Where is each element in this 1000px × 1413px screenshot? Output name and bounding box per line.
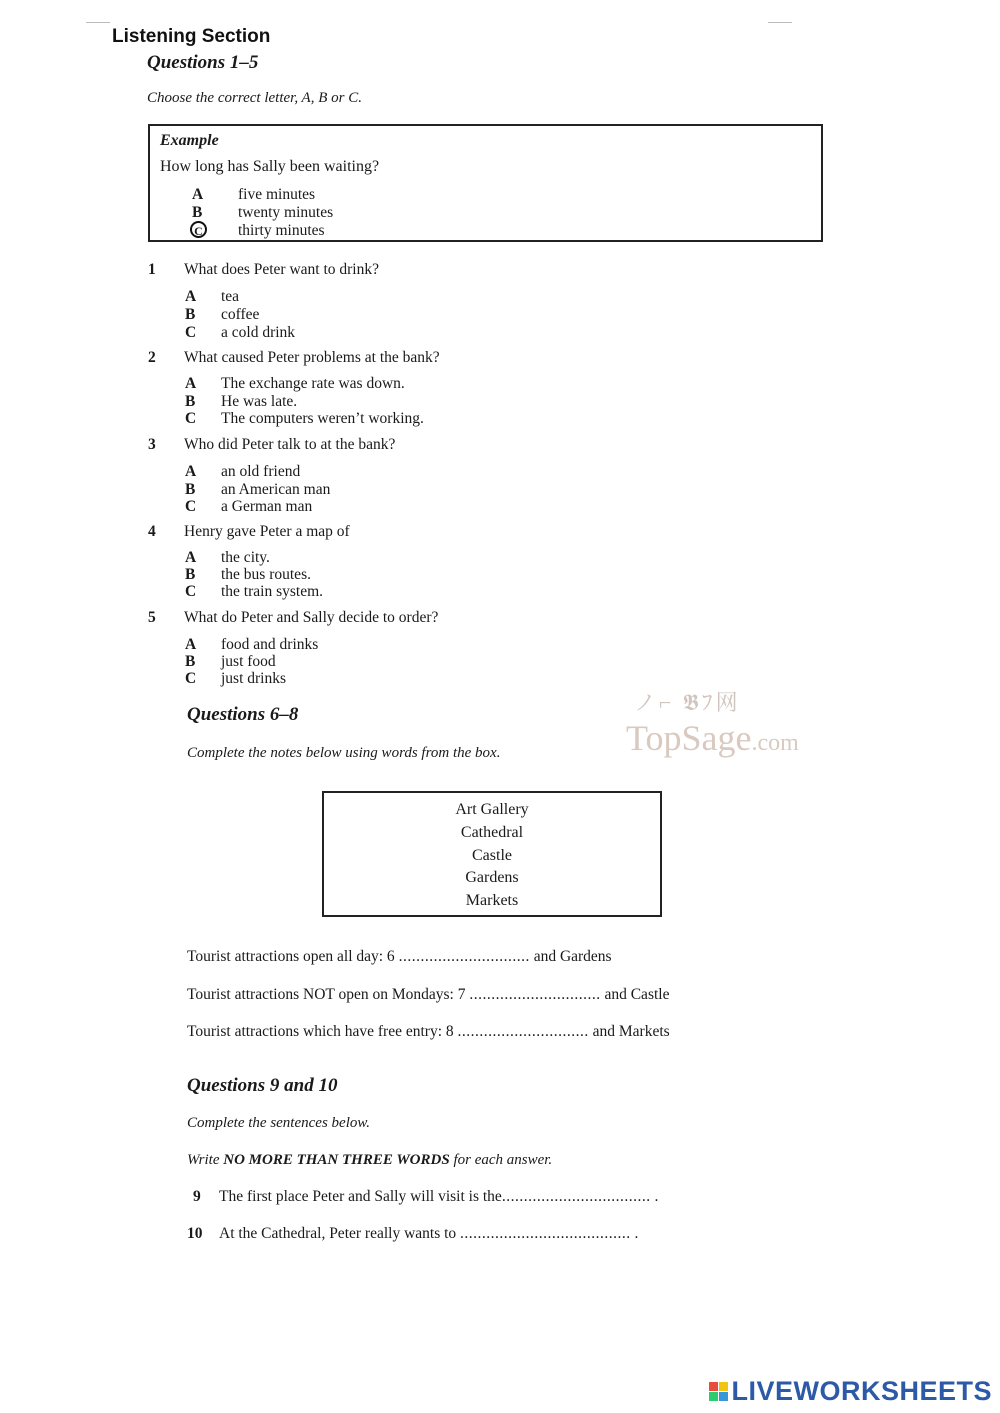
example-option-a: A five minutes xyxy=(192,186,316,203)
box-word: Castle xyxy=(472,846,512,864)
option-row[interactable]: A the city. xyxy=(185,549,270,566)
question-text: What do Peter and Sally decide to order? xyxy=(184,609,439,626)
option-row[interactable]: A The exchange rate was down. xyxy=(185,375,405,392)
questions-6-8-heading: Questions 6–8 xyxy=(187,704,299,725)
questions-9-10-heading: Questions 9 and 10 xyxy=(187,1075,338,1096)
example-box xyxy=(148,124,823,242)
answer-blank-9[interactable]: .................................. xyxy=(501,1188,651,1205)
circled-answer-icon: C xyxy=(190,221,207,238)
option-row[interactable]: B an American man xyxy=(185,481,331,498)
watermark-glyphs: ノ⌐ 𝕭ﾌ网 xyxy=(634,690,741,715)
topsage-watermark xyxy=(626,686,799,759)
question-text: What caused Peter problems at the bank? xyxy=(184,349,440,366)
word-limit-instruction: Write NO MORE THAN THREE WORDS for each answer. xyxy=(187,1152,553,1168)
option-row[interactable]: B coffee xyxy=(185,306,260,323)
brand-name: LIVEWORKSHEETS xyxy=(731,1376,992,1406)
watermark-domain: .com xyxy=(751,730,799,756)
example-label: Example xyxy=(160,132,219,149)
question-text: Henry gave Peter a map of xyxy=(184,523,350,540)
example-option-c: C thirty minutes xyxy=(190,221,325,240)
questions-1-5-instruction: Choose the correct letter, A, B or C. xyxy=(147,90,362,106)
note-line-6: Tourist attractions open all day: 6 .............................. and Gardens xyxy=(187,948,612,965)
question-text: What does Peter want to drink? xyxy=(184,261,379,278)
option-row[interactable]: C The computers weren’t working. xyxy=(185,410,424,427)
questions-1-5-heading: Questions 1–5 xyxy=(147,52,259,73)
box-word: Art Gallery xyxy=(455,801,529,818)
answer-blank-7[interactable]: .............................. xyxy=(469,986,601,1003)
example-question: How long has Sally been waiting? xyxy=(160,158,380,175)
option-row[interactable]: C just drinks xyxy=(185,670,287,687)
box-word: Cathedral xyxy=(460,823,524,841)
option-row[interactable]: B He was late. xyxy=(185,393,298,410)
questions-9-10-instruction: Complete the sentences below. xyxy=(187,1115,371,1131)
option-row[interactable]: A tea xyxy=(185,288,240,305)
liveworksheets-brand xyxy=(709,1376,992,1407)
answer-blank-8[interactable]: .............................. xyxy=(457,1023,589,1040)
sentence-10: 10 At the Cathedral, Peter really wants to ....................................... . xyxy=(187,1225,639,1242)
liveworksheets-logo-icon xyxy=(709,1382,728,1401)
sentence-9: 9 The first place Peter and Sally will visit is the.................................. . xyxy=(193,1188,659,1205)
example-option-b: B twenty minutes xyxy=(192,204,334,221)
question-number: 2 xyxy=(148,349,156,366)
question-number: 4 xyxy=(148,523,156,540)
answer-blank-6[interactable]: .............................. xyxy=(398,948,530,965)
box-word: Gardens xyxy=(465,869,519,887)
top-rule-right xyxy=(768,22,792,23)
word-box xyxy=(322,791,662,917)
option-row[interactable]: C the train system. xyxy=(185,583,324,600)
question-text: Who did Peter talk to at the bank? xyxy=(184,436,396,453)
option-row[interactable]: B the bus routes. xyxy=(185,566,311,583)
section-title: Listening Section xyxy=(112,26,271,47)
option-row[interactable]: A food and drinks xyxy=(185,636,319,653)
option-row[interactable]: C a German man xyxy=(185,498,313,515)
note-line-7: Tourist attractions NOT open on Mondays: 7 .............................. and Castle xyxy=(187,986,670,1003)
option-row[interactable]: B just food xyxy=(185,653,276,670)
answer-blank-10[interactable]: ....................................... xyxy=(460,1225,631,1242)
option-row[interactable]: C a cold drink xyxy=(185,324,296,341)
box-word: Markets xyxy=(465,892,519,910)
note-line-8: Tourist attractions which have free entry: 8 .............................. and Markets xyxy=(187,1023,670,1040)
top-rule-left xyxy=(86,22,110,23)
option-row[interactable]: A an old friend xyxy=(185,463,301,480)
questions-6-8-instruction: Complete the notes below using words from the box. xyxy=(187,745,501,761)
watermark-name: TopSage xyxy=(626,718,752,758)
question-number: 5 xyxy=(148,609,156,626)
question-number: 3 xyxy=(148,436,156,453)
question-number: 1 xyxy=(148,261,156,278)
